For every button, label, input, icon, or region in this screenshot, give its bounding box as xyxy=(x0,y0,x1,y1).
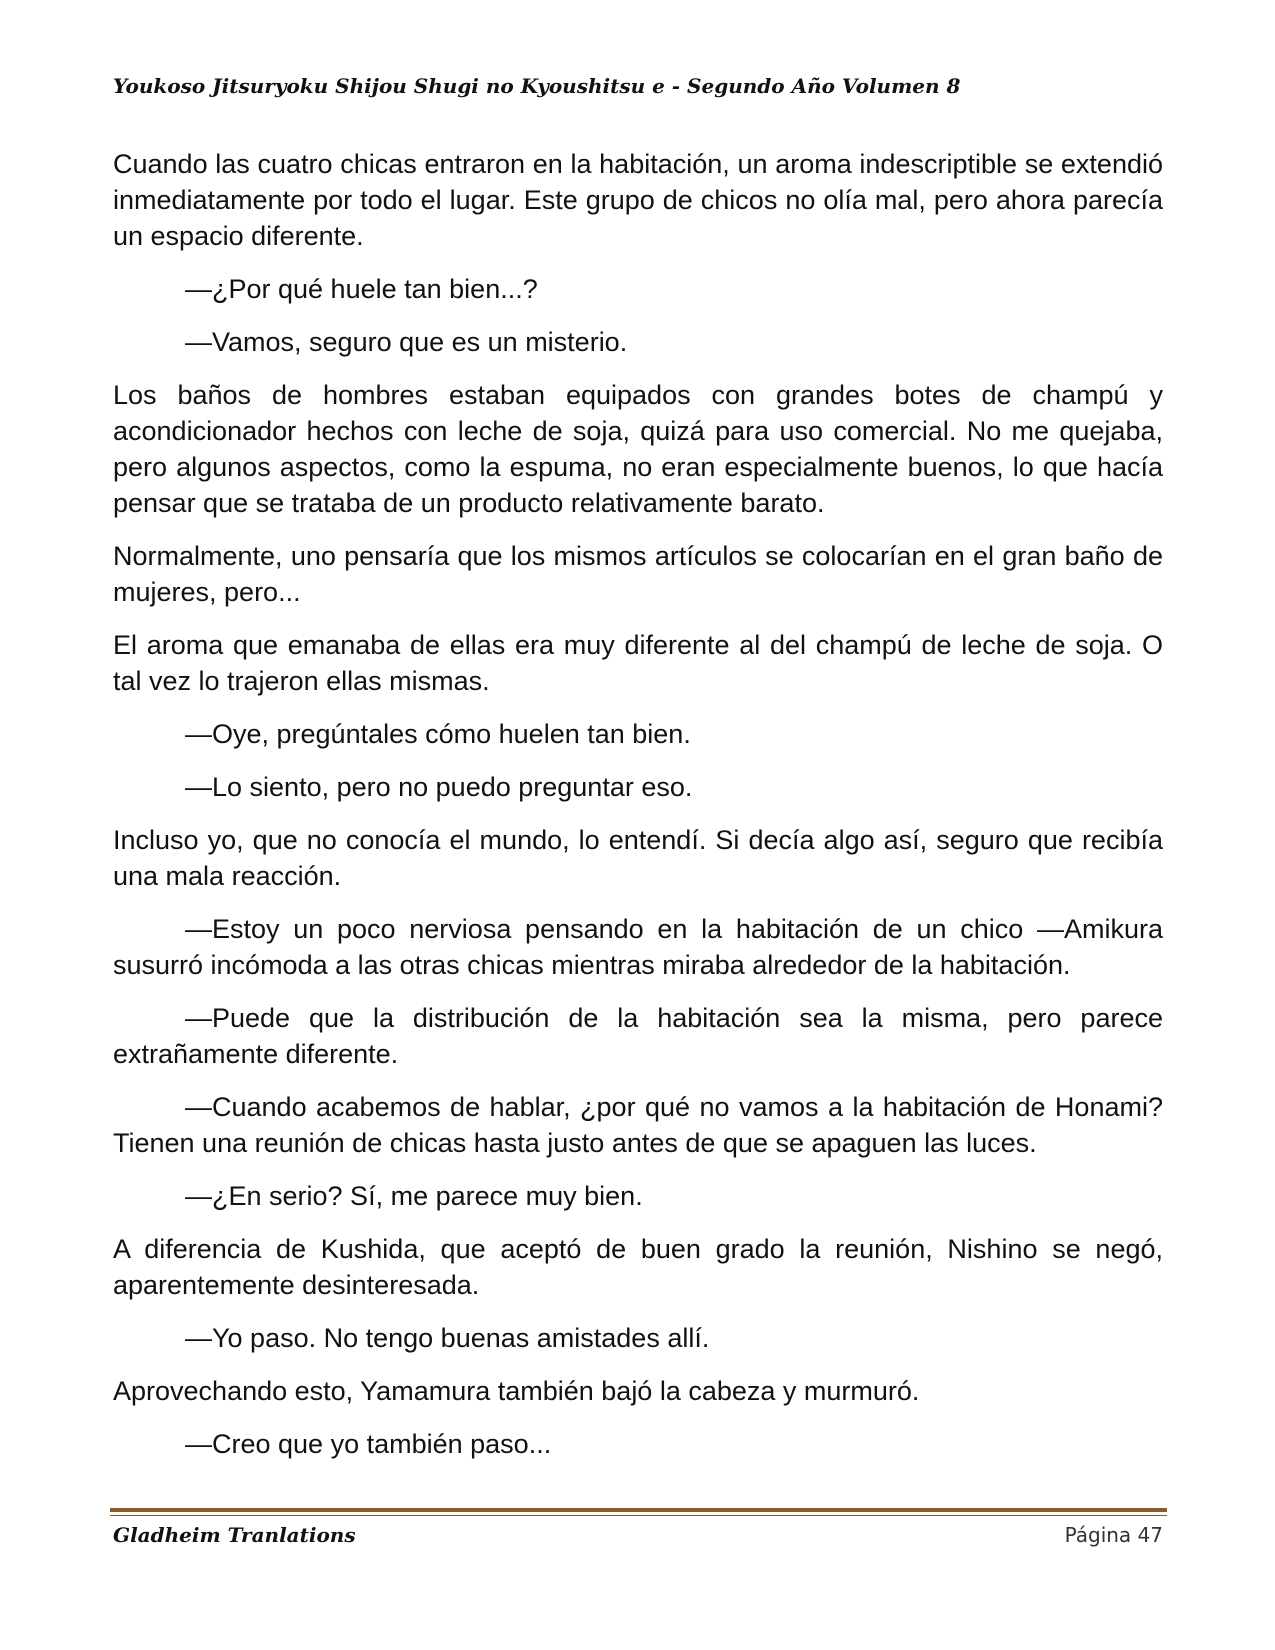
paragraph: Los baños de hombres estaban equipados con grandes botes de champú y acondicionador hechos con leche de soja, quizá para uso comercial. No me quejaba, pero algunos aspectos, como la espuma, no eran especialmente buenos, lo que hacía pensar que se trataba de un producto relativamente barato. xyxy=(113,380,1163,518)
footer-divider-thin xyxy=(110,1515,1167,1516)
page-label: Página xyxy=(1064,1523,1132,1547)
dialogue-line: —Oye, pregúntales cómo huelen tan bien. xyxy=(185,719,691,749)
paragraph: Cuando las cuatro chicas entraron en la habitación, un aroma indescriptible se extendió inmediatamente por todo el lugar. Este grupo de chicos no olía mal, pero ahora parecía un espacio diferente. xyxy=(113,149,1163,251)
dialogue-line: —Vamos, seguro que es un misterio. xyxy=(185,327,628,357)
paragraph: Aprovechando esto, Yamamura también bajó la cabeza y murmuró. xyxy=(113,1376,920,1406)
dialogue-line: —Yo paso. No tengo buenas amistades allí. xyxy=(185,1323,710,1353)
dialogue-line: —¿En serio? Sí, me parece muy bien. xyxy=(185,1181,643,1211)
dialogue-line: —Lo siento, pero no puedo preguntar eso. xyxy=(185,772,693,802)
page-header-title: Youkoso Jitsuryoku Shijou Shugi no Kyoushitsu e - Segundo Año Volumen 8 xyxy=(113,74,961,98)
page-number: 47 xyxy=(1137,1523,1163,1547)
footer-divider xyxy=(110,1508,1167,1512)
dialogue-line: —¿Por qué huele tan bien...? xyxy=(185,274,538,304)
footer-credit: Gladheim Tranlations xyxy=(113,1523,356,1547)
paragraph: El aroma que emanaba de ellas era muy diferente al del champú de leche de soja. O tal vez lo trajeron ellas mismas. xyxy=(113,630,1163,696)
paragraph: Normalmente, uno pensaría que los mismos artículos se colocarían en el gran baño de mujeres, pero... xyxy=(113,541,1163,607)
dialogue-line: —Puede que la distribución de la habitación sea la misma, pero parece extrañamente diferente. xyxy=(113,1003,1163,1069)
paragraph: Incluso yo, que no conocía el mundo, lo entendí. Si decía algo así, seguro que recibía una mala reacción. xyxy=(113,825,1163,891)
dialogue-line: —Creo que yo también paso... xyxy=(185,1429,552,1459)
dialogue-line: —Estoy un poco nerviosa pensando en la habitación de un chico —Amikura susurró incómoda a las otras chicas mientras miraba alrededor de la habitación. xyxy=(113,914,1163,980)
page-number-block xyxy=(1065,1523,1163,1547)
paragraph: A diferencia de Kushida, que aceptó de buen grado la reunión, Nishino se negó, aparentemente desinteresada. xyxy=(113,1234,1163,1300)
page-body xyxy=(113,146,1163,1479)
dialogue-line: —Cuando acabemos de hablar, ¿por qué no vamos a la habitación de Honami? Tienen una reunión de chicas hasta justo antes de que se apaguen las luces. xyxy=(113,1092,1163,1158)
